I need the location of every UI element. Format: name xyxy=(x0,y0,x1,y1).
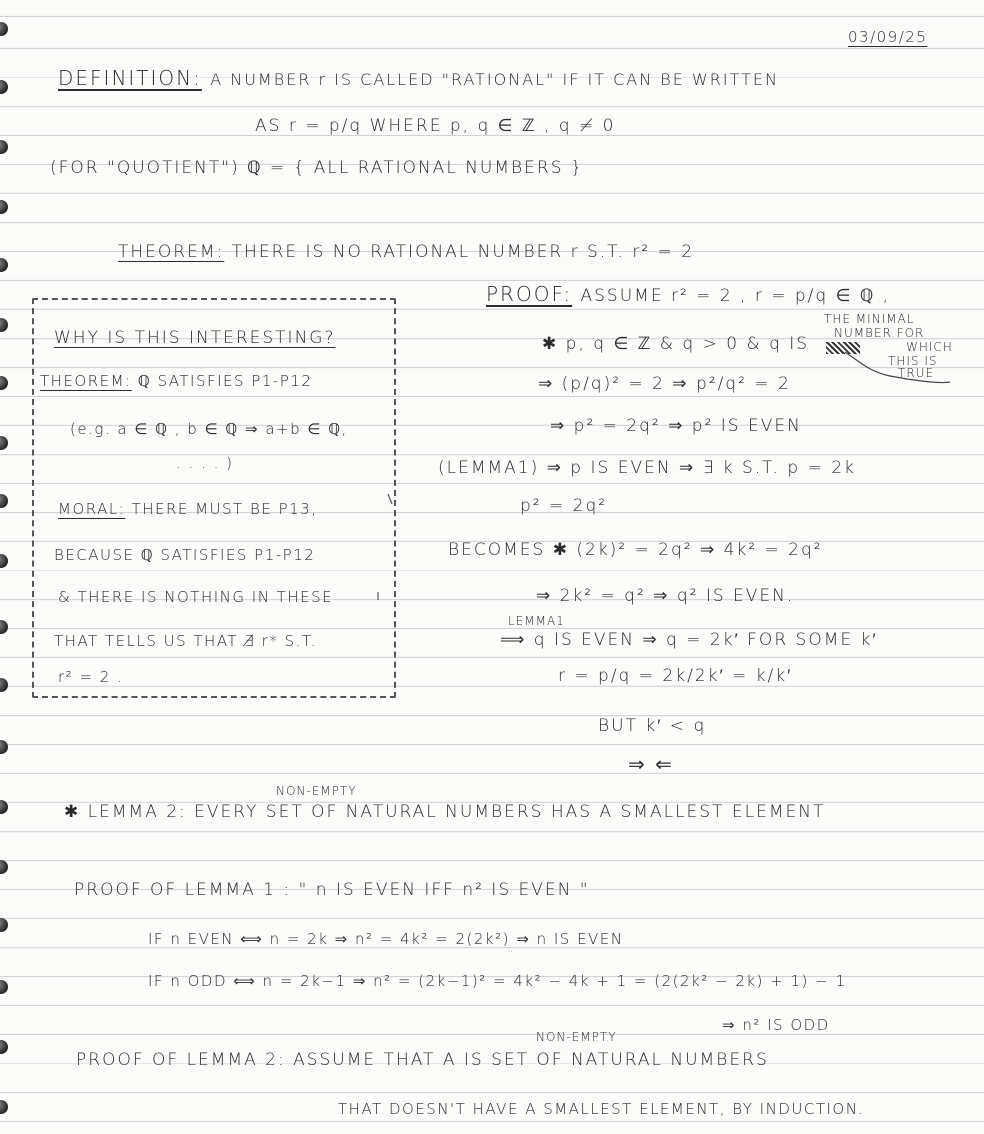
theorem-text: THERE IS NO RATIONAL NUMBER r S.T. r² = 2 xyxy=(231,242,695,262)
scribbled-out-text xyxy=(826,342,860,354)
side-note-line-7: THAT TELLS US THAT ∄ r* S.T. xyxy=(54,632,317,650)
proof-note-2: NUMBER FOR xyxy=(834,326,925,340)
proof-lemma1-title: PROOF OF LEMMA 1 : " n IS EVEN IFF n² IS EVEN " xyxy=(74,880,590,900)
side-note-moral-label: MORAL: xyxy=(58,500,126,518)
binder-ring xyxy=(0,678,8,692)
side-note-title: WHY IS THIS INTERESTING? xyxy=(54,328,336,348)
side-note-line-2: (e.g. a ∈ ℚ , b ∈ ℚ ⇒ a+b ∈ ℚ, xyxy=(70,420,348,438)
page-date: 03/09/25 xyxy=(848,28,928,46)
side-note-theorem-label: THEOREM: xyxy=(40,372,132,390)
proof-line-11: BUT k′ < q xyxy=(598,716,707,736)
definition-block xyxy=(58,66,779,90)
proof-line-1: ASSUME r² = 2 , r = p/q ∈ ℚ , xyxy=(580,286,891,306)
proof-lemma2-title: PROOF OF LEMMA 2: ASSUME THAT A IS SET OF NATURAL NUMBERS xyxy=(76,1050,769,1070)
proof-lemma1-line-3: ⇒ n² IS ODD xyxy=(722,1016,830,1034)
proof-line-7: BECOMES ✱ (2k)² = 2q² ⇒ 4k² = 2q² xyxy=(448,540,823,560)
side-note-line-4 xyxy=(58,500,317,518)
proof-note-4: THIS IS xyxy=(888,354,938,368)
binder-ring xyxy=(0,436,8,450)
binder-ring xyxy=(0,376,8,390)
binder-ring xyxy=(0,318,8,332)
proof-lemma-tag: LEMMA1 xyxy=(508,614,565,628)
proof-lemma1-line-2: IF n ODD ⟺ n = 2k−1 ⇒ n² = (2k−1)² = 4k² − 4k + 1 = (2(2k² − 2k) + 1) − 1 xyxy=(148,972,847,990)
theorem-block xyxy=(118,242,694,262)
binder-ring xyxy=(0,918,8,932)
binder-ring xyxy=(0,860,8,874)
proof-line-6: p² = 2q² xyxy=(520,496,608,516)
proof-line-12: ⇒ ⇐ xyxy=(628,752,674,776)
binder-ring xyxy=(0,494,8,508)
side-note-theorem-text: ℚ SATISFIES P1-P12 xyxy=(137,372,313,390)
binder-ring xyxy=(0,1040,8,1054)
proof-line-9: ⟹ q IS EVEN ⇒ q = 2k′ FOR SOME k′ xyxy=(500,630,878,650)
proof-line-4: ⇒ p² = 2q² ⇒ p² IS EVEN xyxy=(550,416,802,436)
side-note-moral-text: THERE MUST BE P13, xyxy=(131,500,318,518)
side-note-line-5: BECAUSE ℚ SATISFIES P1-P12 xyxy=(54,546,316,564)
proof-lemma2-annotation: NON-EMPTY xyxy=(536,1030,617,1044)
definition-line-1: A NUMBER r IS CALLED "RATIONAL" IF IT CAN BE WRITTEN xyxy=(210,70,779,89)
binder-ring xyxy=(0,258,8,272)
binder-ring xyxy=(0,1100,8,1114)
proof-line-3: ⇒ (p/q)² = 2 ⇒ p²/q² = 2 xyxy=(538,374,791,394)
proof-line-5: (LEMMA1) ⇒ p IS EVEN ⇒ ∃ k S.T. p = 2k xyxy=(438,458,856,478)
proof-note-3: WHICH xyxy=(906,340,953,354)
binder-ring xyxy=(0,22,8,36)
proof-line-10: r = p/q = 2k/2k′ = k/k′ xyxy=(558,666,793,686)
binder-ring xyxy=(0,140,8,154)
proof-lemma2-line-2: THAT DOESN'T HAVE A SMALLEST ELEMENT, BY INDUCTION. xyxy=(338,1100,865,1118)
definition-label: DEFINITION: xyxy=(58,66,202,90)
binder-ring xyxy=(0,980,8,994)
binder-ring xyxy=(0,554,8,568)
side-note-line-6: & THERE IS NOTHING IN THESE xyxy=(58,588,334,606)
proof-lemma1-line-1: IF n EVEN ⟺ n = 2k ⇒ n² = 4k² = 2(2k²) ⇒ n IS EVEN xyxy=(148,930,624,948)
definition-line-2: AS r = p/q WHERE p, q ∈ ℤ , q ≠ 0 xyxy=(255,116,616,136)
proof-note-1: THE MINIMAL xyxy=(824,312,915,326)
lemma2-statement: ✱ LEMMA 2: EVERY SET OF NATURAL NUMBERS HAS A SMALLEST ELEMENT xyxy=(64,802,826,822)
theorem-label: THEOREM: xyxy=(118,242,225,262)
proof-line-2: ✱ p, q ∈ ℤ & q > 0 & q IS xyxy=(542,334,810,354)
binder-ring xyxy=(0,800,8,814)
side-note-line-1 xyxy=(40,372,312,390)
definition-line-3: (FOR "QUOTIENT") ℚ = { ALL RATIONAL NUMBERS } xyxy=(50,158,584,178)
binder-ring xyxy=(0,740,8,754)
proof-line-8: ⇒ 2k² = q² ⇒ q² IS EVEN. xyxy=(536,586,795,606)
binder-ring xyxy=(0,200,8,214)
binder-ring xyxy=(0,80,8,94)
side-note-line-8: r² = 2 . xyxy=(58,668,124,686)
lemma2-annotation: NON-EMPTY xyxy=(276,784,357,798)
side-note-line-3: . . . . ) xyxy=(176,454,234,472)
binder-ring xyxy=(0,620,8,634)
proof-block xyxy=(486,282,890,306)
proof-label: PROOF: xyxy=(486,282,573,306)
proof-note-5: TRUE xyxy=(898,366,935,380)
